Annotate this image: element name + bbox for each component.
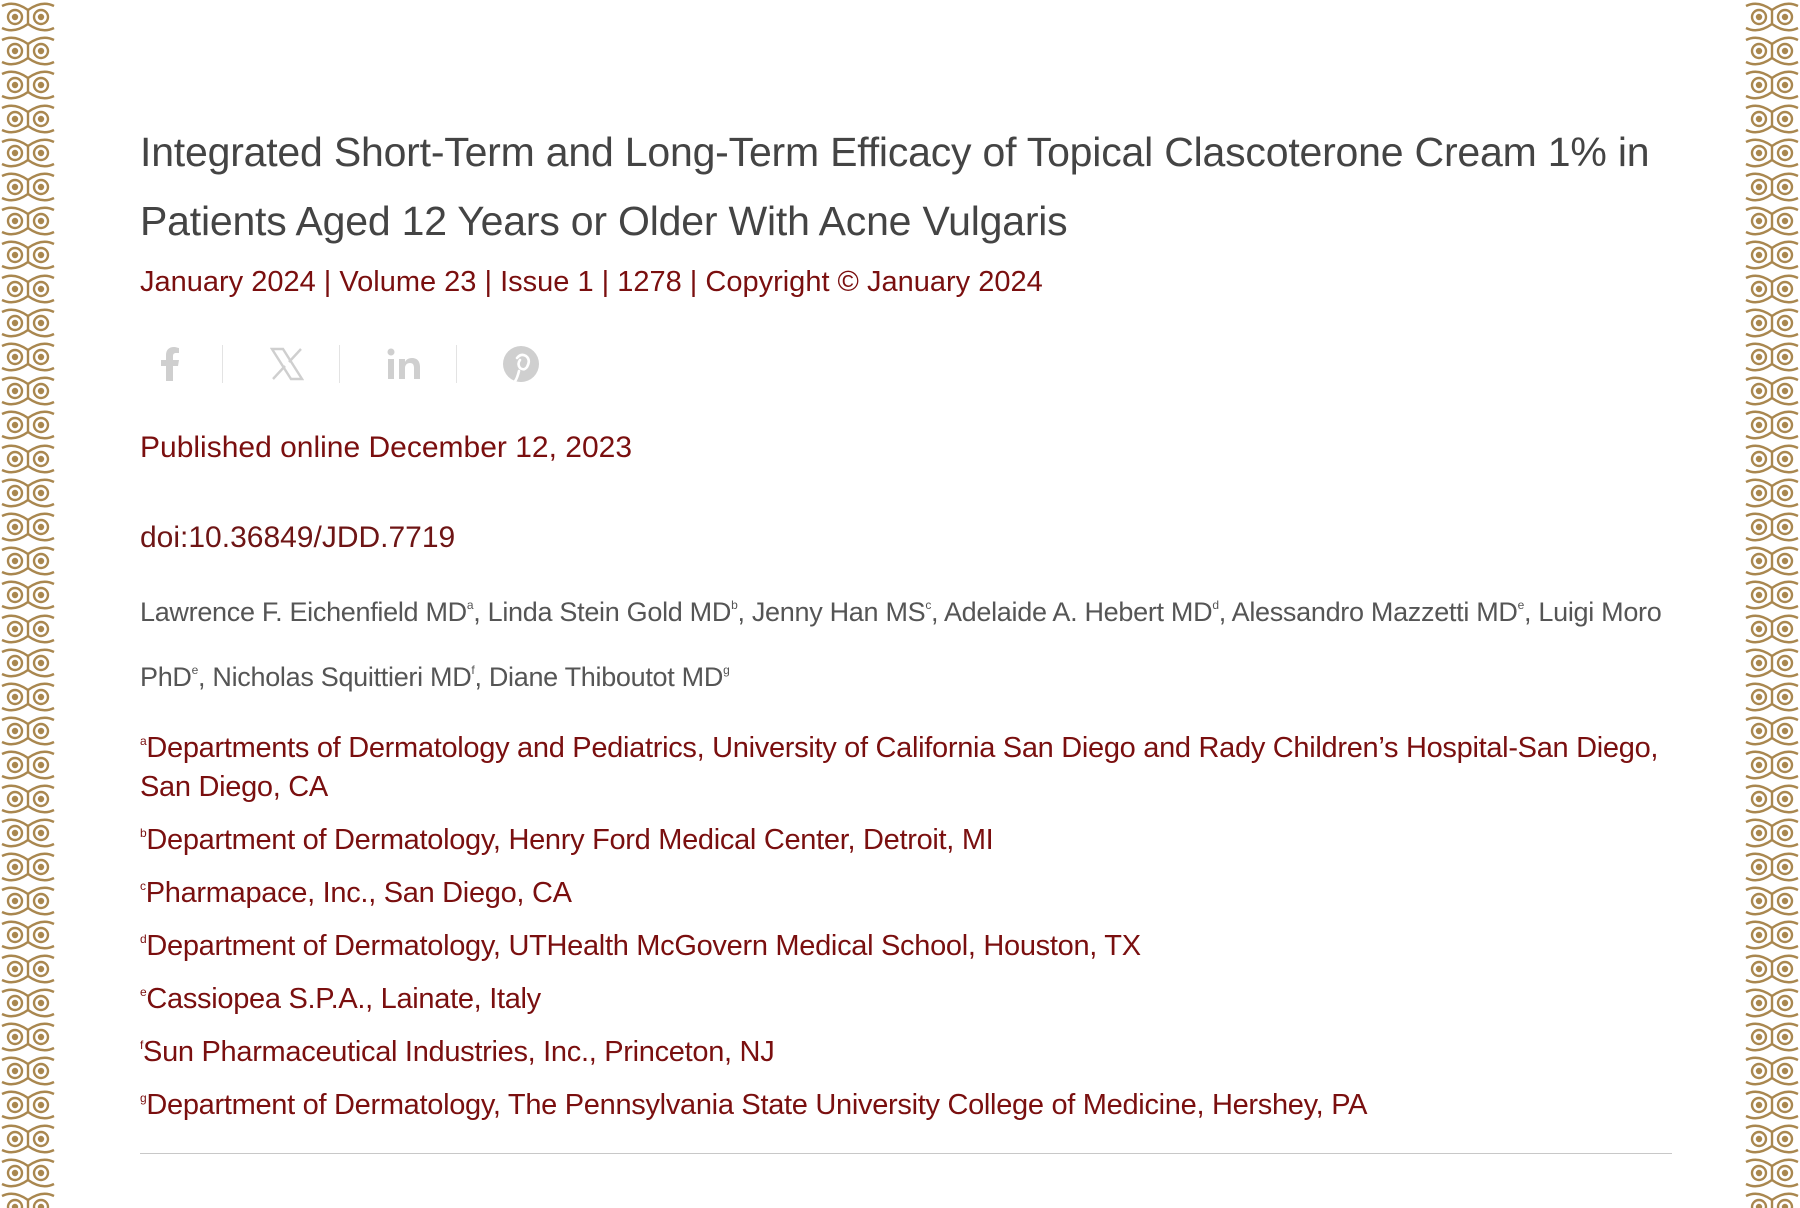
pinterest-icon[interactable] <box>491 342 551 386</box>
author-separator: , <box>198 662 213 692</box>
publication-info: January 2024 | Volume 23 | Issue 1 | 1278 | Copyright © January 2024 <box>140 266 1043 298</box>
author-separator: , <box>474 662 489 692</box>
author-affiliation-marker: c <box>925 598 932 612</box>
affiliation-list <box>140 722 1672 1125</box>
affiliation-text: Cassiopea S.P.A., Lainate, Italy <box>146 983 541 1015</box>
published-date: Published online December 12, 2023 <box>140 431 632 464</box>
affiliation-marker: b <box>140 826 147 840</box>
author-affiliation-marker: g <box>723 663 730 677</box>
affiliation-marker: g <box>140 1091 147 1105</box>
section-divider <box>140 1153 1672 1154</box>
author-name: Lawrence F. Eichenfield MD <box>140 597 467 627</box>
author-name: Nicholas Squittieri MD <box>212 662 472 692</box>
affiliation-item <box>140 973 1672 1019</box>
affiliation-marker: c <box>140 879 146 893</box>
author-separator: , <box>473 597 488 627</box>
doi-link[interactable]: doi:10.36849/JDD.7719 <box>140 521 456 554</box>
author-affiliation-marker: b <box>731 598 738 612</box>
author-separator: , <box>1218 597 1232 627</box>
affiliation-marker: d <box>140 932 147 946</box>
author-name: Diane Thiboutot MD <box>488 662 724 692</box>
affiliation-text: Department of Dermatology, The Pennsylvania State University College of Medicine, Hershey, PA <box>146 1089 1368 1121</box>
author-separator: , <box>1523 597 1539 627</box>
author-name: Adelaide A. Hebert MD <box>943 597 1213 627</box>
affiliation-item <box>140 1026 1672 1072</box>
author-name: Luigi Moro PhD <box>140 597 1662 692</box>
author-name: Jenny Han MS <box>751 597 926 627</box>
social-divider <box>456 345 457 383</box>
decorative-border-right <box>1744 0 1800 1208</box>
affiliation-item <box>140 722 1672 807</box>
social-divider <box>339 345 340 383</box>
author-name: Linda Stein Gold MD <box>487 597 732 627</box>
author-separator: , <box>931 597 944 627</box>
affiliation-text: Pharmapace, Inc., San Diego, CA <box>145 877 572 909</box>
linkedin-icon[interactable] <box>374 342 434 386</box>
affiliation-text: Department of Dermatology, UTHealth McGovern Medical School, Houston, TX <box>146 930 1141 962</box>
author-affiliation-marker: a <box>466 598 474 612</box>
author-affiliation-marker: d <box>1212 598 1219 612</box>
author-affiliation-marker: e <box>191 663 198 677</box>
affiliation-item <box>140 1079 1672 1125</box>
article-header <box>140 118 1672 1154</box>
affiliation-marker: a <box>140 734 147 748</box>
social-share-bar <box>140 338 1672 390</box>
facebook-icon[interactable] <box>140 342 200 386</box>
affiliation-item <box>140 920 1672 966</box>
author-separator: , <box>737 597 752 627</box>
author-affiliation-marker: f <box>471 663 475 677</box>
x-icon[interactable] <box>257 342 317 386</box>
affiliation-text: Departments of Dermatology and Pediatrics, University of California San Diego and Rady Children’s Hospital-San Diego, San Diego, CA <box>140 732 1659 803</box>
decorative-border-left <box>0 0 56 1208</box>
affiliation-item <box>140 867 1672 913</box>
affiliation-text: Sun Pharmaceutical Industries, Inc., Princeton, NJ <box>143 1036 775 1068</box>
social-divider <box>222 345 223 383</box>
author-affiliation-marker: e <box>1517 598 1524 612</box>
author-name: Alessandro Mazzetti MD <box>1231 597 1518 627</box>
author-list <box>140 576 1672 706</box>
article-title: Integrated Short-Term and Long-Term Efficacy of Topical Clascoterone Cream 1% in Patients Aged 12 Years or Older With Acne Vulgaris <box>140 129 1650 244</box>
affiliation-item <box>140 814 1672 860</box>
affiliation-marker: f <box>140 1038 144 1052</box>
affiliation-marker: e <box>140 985 147 999</box>
affiliation-text: Department of Dermatology, Henry Ford Medical Center, Detroit, MI <box>146 824 994 856</box>
